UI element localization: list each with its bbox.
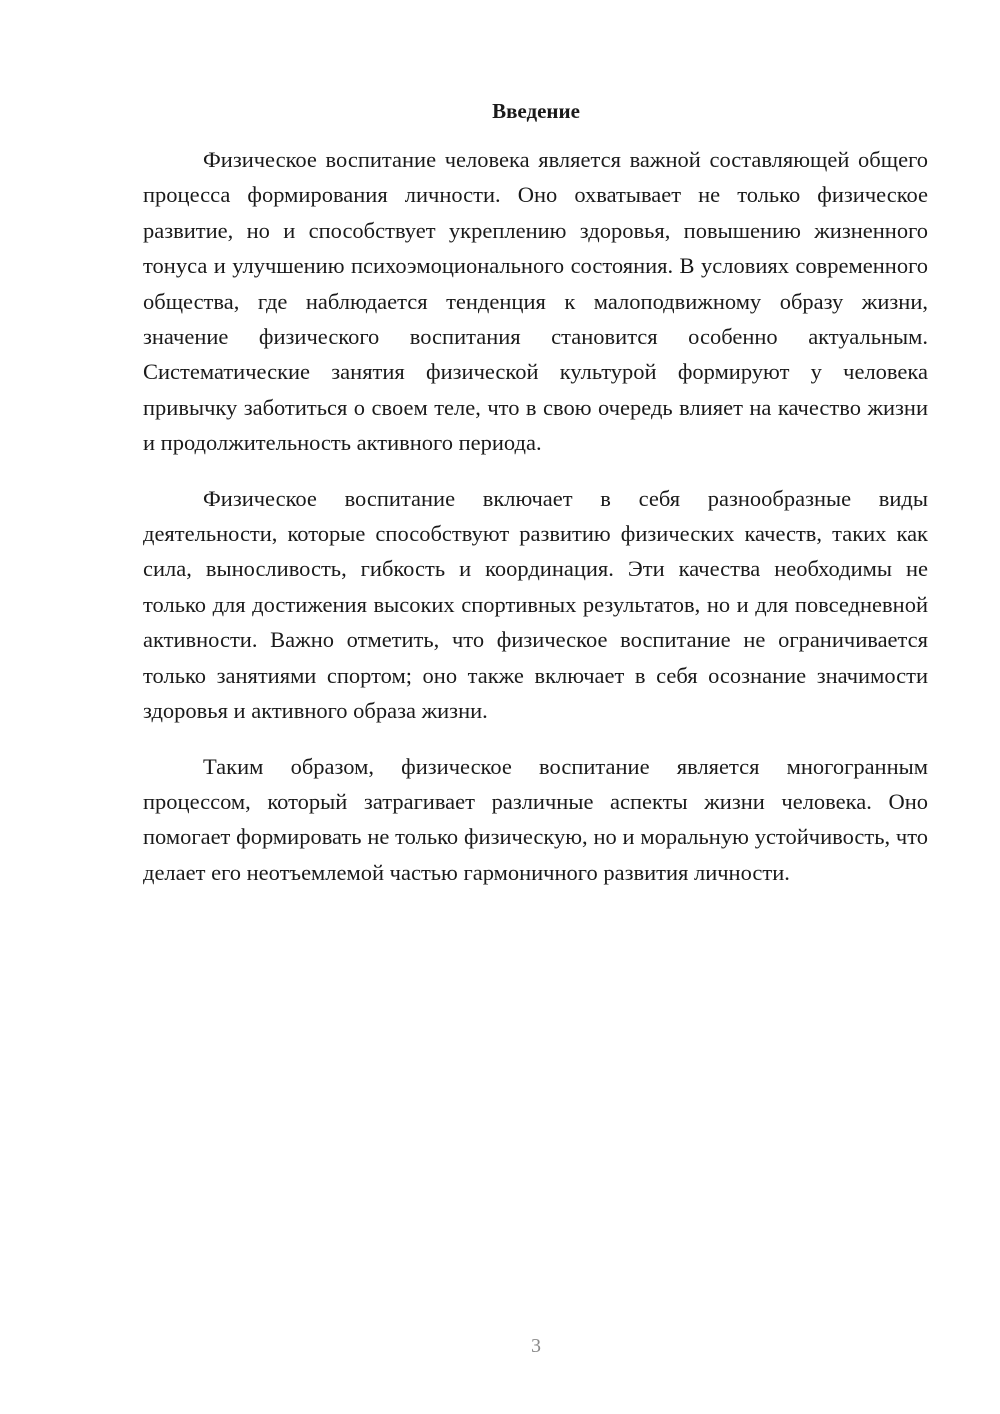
- paragraph-2: Физическое воспитание включает в себя разнообразные виды деятельности, которые способствуют развитию физических качеств, таких как сила, выносливость, гибкость и координация. Эти качества необходимы не только для достижения высоких спортивных результатов, но и для повседневной активности. Важно отметить, что физическое воспитание не ограничивается только занятиями спортом; оно также включает в себя осознание значимости здоровья и активного образа жизни.: [143, 485, 928, 724]
- paragraph-1: Физическое воспитание человека является важной составляющей общего процесса формирования личности. Оно охватывает не только физическое развитие, но и способствует укреплению здоровья, повышению жизненного тонуса и улучшению психоэмоционального состояния. В условиях современного общества, где наблюдается тенденция к малоподвижному образу жизни, значение физического воспитания становится особенно актуальным. Систематические занятия физической культурой формируют у человека привычку заботиться о своем теле, что в свою очередь влияет на качество жизни и продолжительность активного периода.: [143, 147, 928, 456]
- document-body: [143, 142, 928, 890]
- paragraph-3: Таким образом, физическое воспитание является многогранным процессом, который затрагивает различные аспекты жизни человека. Оно помогает формировать не только физическую, но и моральную устойчивость, что делает его неотъемлемой частью гармоничного развития личности.: [143, 753, 928, 885]
- page-number: 3: [531, 1335, 541, 1357]
- section-title: Введение: [492, 99, 580, 123]
